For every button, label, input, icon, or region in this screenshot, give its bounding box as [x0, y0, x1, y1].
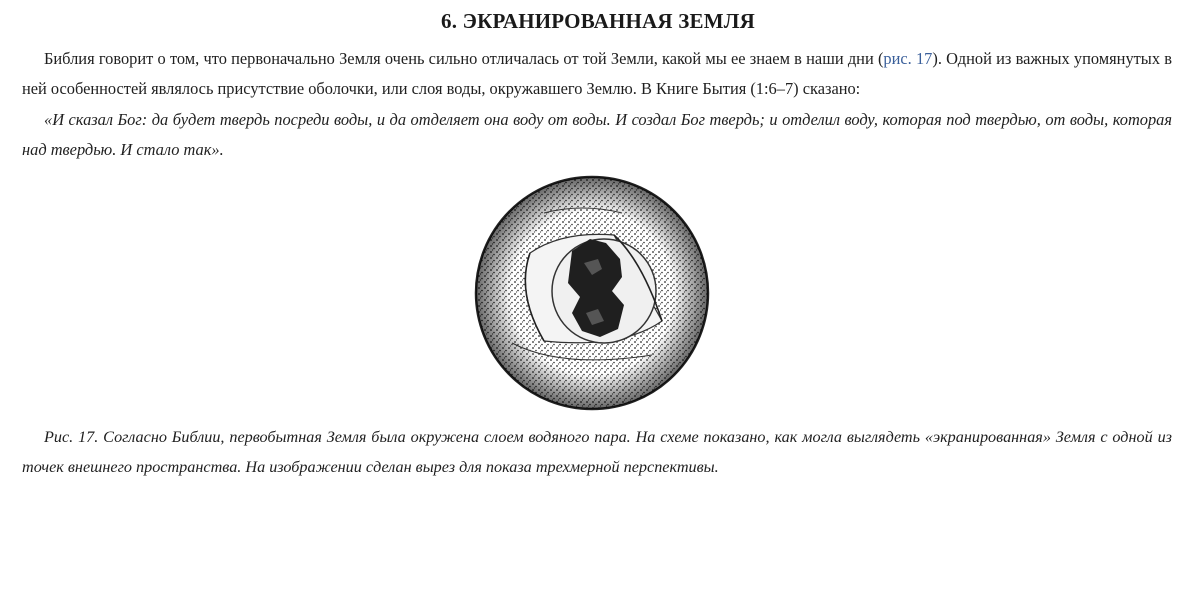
scripture-quote [22, 105, 1172, 165]
figure-caption [22, 422, 1172, 482]
intro-paragraph [22, 44, 1172, 104]
intro-text-start: Библия говорит о том, что первоначально Земля очень сильно отличалась от той Земли, какой мы ее знаем в наши дни ( [44, 49, 884, 68]
quote-text: «И сказал Бог: да будет твердь посреди воды, и да отделяет она воду от воды. И создал Бог твердь; и отделил воду, которая под твердью, от воды, которая над твердью. И стало так». [22, 110, 1172, 159]
shielded-earth-icon [472, 173, 712, 413]
intro-text-end: ). Одной из важных упомянутых в ней особенностей являлось присутствие оболочки, или слоя воды, окружавшего Землю. В Книге Бытия (1:6–7) сказано: [22, 49, 1172, 98]
caption-text: Рис. 17. Согласно Библии, первобытная Земля была окружена слоем водяного пара. На схеме показано, как могла выглядеть «экранированная» Земля с одной из точек внешнего пространства. На изображении сделан вырез для показа трехмерной перспективы. [22, 428, 1172, 476]
earth-figure [472, 173, 712, 413]
figure-reference-link[interactable]: рис. 17 [883, 49, 933, 68]
section-heading: 6. ЭКРАНИРОВАННАЯ ЗЕМЛЯ [441, 9, 755, 33]
